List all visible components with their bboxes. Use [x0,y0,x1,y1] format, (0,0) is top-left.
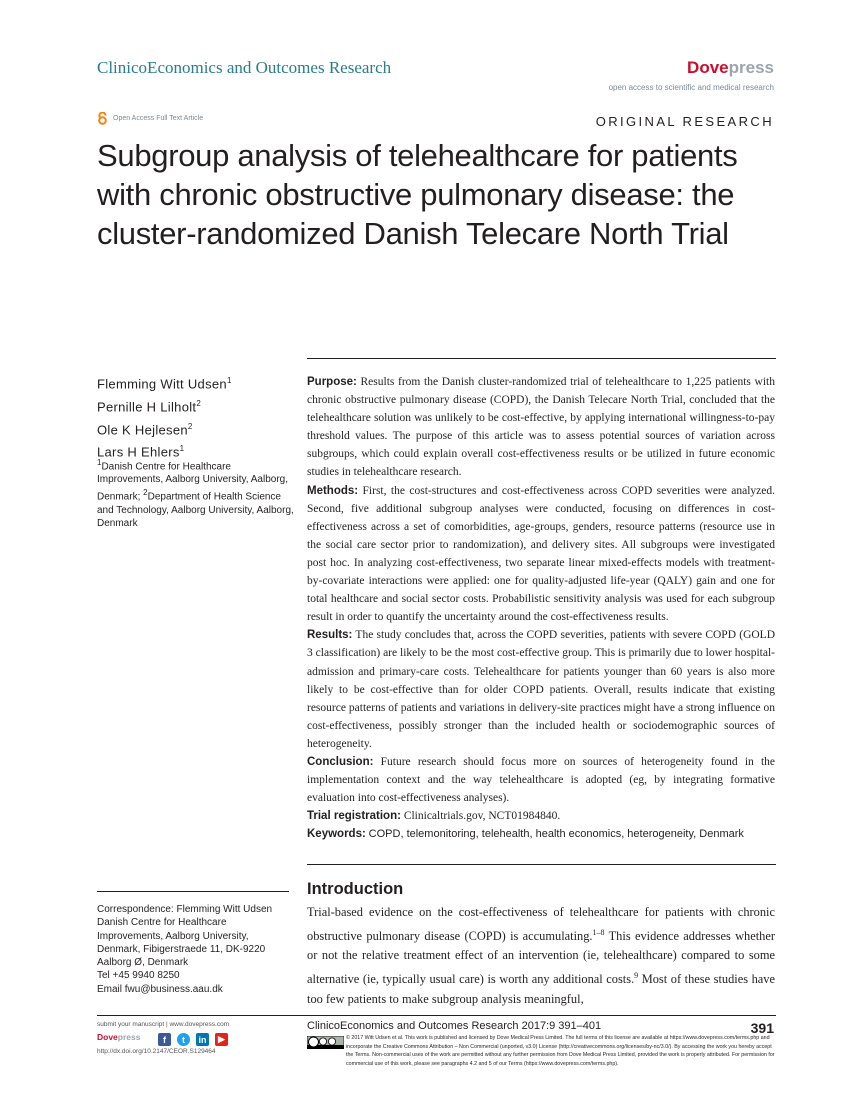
abstract-bottom-rule [307,864,776,865]
footer-rule [97,1015,776,1016]
open-access-badge [97,112,203,125]
journal-name: ClinicoEconomics and Outcomes Research [97,58,392,77]
affiliations: $^1$Danish Centre for Healthcare Improvements, Aalborg University, Aalborg, Denmark; $^2$Department of Health Science and Technology, Aalborg University, Aalborg, Denmark [97,458,294,529]
footer-dovepress-logo: Dovepress [97,1032,141,1042]
facebook-icon[interactable]: f [158,1033,171,1046]
submit-manuscript-link[interactable]: submit your manuscript | www.dovepress.com [97,1021,230,1028]
introduction-heading: Introduction [307,880,404,898]
doi-link[interactable]: http://dx.doi.org/10.2147/CEOR.S129464 [97,1048,216,1055]
abstract [307,373,775,843]
abstract-purpose: Purpose: Results from the Danish cluster-randomized trial of telehealthcare to 1,225 patients with chronic obstructive pulmonary disease (COPD), the Danish Telecare North Trial, concluded that the telehealthcare solution was unlikely to be cost-effective, by applying international willingness-to-pay threshold values. The purpose of this article was to assess potential sources of variation across subgroups, which could explain overall cost-effectiveness results or be utilized in future economic studies in telehealthcare research. [307,376,776,479]
open-access-icon [97,112,108,125]
footer-journal-citation: ClinicoEconomics and Outcomes Research 2017:9 391–401 [307,1020,602,1032]
youtube-icon[interactable]: ▶ [215,1033,228,1046]
article-title: Subgroup analysis of telehealthcare for patients with chronic obstructive pulmonary disease: the cluster-randomized Danish Telecare North Trial [97,138,738,251]
open-access-text: Open Access Full Text Article [113,115,204,122]
press-text: press [728,58,774,77]
correspondence: Correspondence: Flemming Witt Udsen Danish Centre for Healthcare Improvements, Aalborg University, Denmark, Fibigerstraede 11, DK-9220 Aalborg Ø, Denmark Tel +45 9940 8250 Email fwu@business.aau.dk [97,903,287,996]
trial-registration: Trial registration: Clinicaltrials.gov, NCT01984840. [307,810,561,823]
author: Flemming Witt Udsen$^1$ [97,376,232,392]
page-number: 391 [750,1020,774,1036]
keywords: Keywords: COPD, telemonitoring, telehealth, health economics, heterogeneity, Denmark [307,828,744,841]
cc-by-nc-badge [307,1036,344,1049]
license-text: © 2017 Witt Udsen et al. This work is published and licensed by Dove Medical Press Limited. The full terms of this license are available at https://www.dovepress.com/terms.php and incorporate the Creative Commons Attribution – Non Commercial (unported, v3.0) License (http://creativecommons.org/licenses/by-nc/3.0/). By accessing the work you hereby accept the Terms. Non-commercial uses of the work are permitted without any further permission from Dove Medical Press Limited, provided the work is properly attributed. For permission for commercial use of this work, please see paragraphs 4.2 and 5 of our Terms (https://www.dovepress.com/terms.php). [346,1035,775,1067]
author-list [97,371,292,462]
dove-text: Dove [687,58,729,77]
author: Ole K Hejlesen$^2$ [97,421,193,437]
abstract-methods: Methods: First, the cost-structures and cost-effectiveness across COPD severities were analyzed. Second, five additional subgroup analyses were conducted, focusing on differences in cost-effectiveness across a set of comorbidities, age-groups, genders, resource patterns (resource use in the social care sector prior to randomization), and delivery sites. All subgroups were investigated post hoc. In analyzing cost-effectiveness, two separate linear mixed-effects models with treatment-by-covariate interactions were applied: one for quality-adjusted life-year (QALY) gain and one for total healthcare and social sector costs. Probabilistic sensitivity analysis was used for each subgroup result in order to quantify the uncertainty around the cost-effectiveness results. [307,484,776,624]
dovepress-logo [687,58,774,78]
correspondence-email[interactable]: Email fwu@business.aau.dk [97,983,223,995]
abstract-results: Results: The study concludes that, across the COPD severities, patients with severe COPD (GOLD 3 classification) are likely to be the most cost-effective group. This is primarily due to lower hospital-admission and primary-care costs. Telehealthcare for patients younger than 60 years is also more likely to be cost-effective than for older COPD patients. Overall, results indicate that existing resource patterns of patients and variations in delivery-site practices might have a strong influence on cost-effectiveness, possibly stronger than the included health or sociodemographic sources of heterogeneity. [307,629,776,750]
introduction-text: Trial-based evidence on the cost-effectiveness of telehealthcare for patients with chronic obstructive pulmonary disease (COPD) is accumulating.$^{1-8}$ This evidence addresses whether or not the relative treatment effect of an intervention (ie, telehealthcare) compared to some alternative (ie, typically usual care) is worth any additional costs.$^9$ Most of these studies have too few patients to make subgroup analysis meaningful, [307,905,775,1006]
correspondence-rule [97,891,289,892]
abstract-conclusion: Conclusion: Future research should focus more on sources of heterogeneity found in the implementation context and the way telehealthcare is adopted (eg, by integrating formative evaluation into cost-effectiveness analyses). [307,755,775,805]
creative-commons-icon[interactable] [307,1036,344,1049]
author: Lars H Ehlers$^1$ [97,444,185,460]
linkedin-icon[interactable]: in [196,1033,209,1046]
abstract-top-rule [307,358,776,359]
article-type: ORIGINAL RESEARCH [595,114,774,129]
twitter-icon[interactable]: t [177,1033,190,1046]
author: Pernille H Lilholt$^2$ [97,398,202,415]
social-icons [158,1033,228,1046]
dovepress-tagline: open access to scientific and medical research [608,83,774,92]
